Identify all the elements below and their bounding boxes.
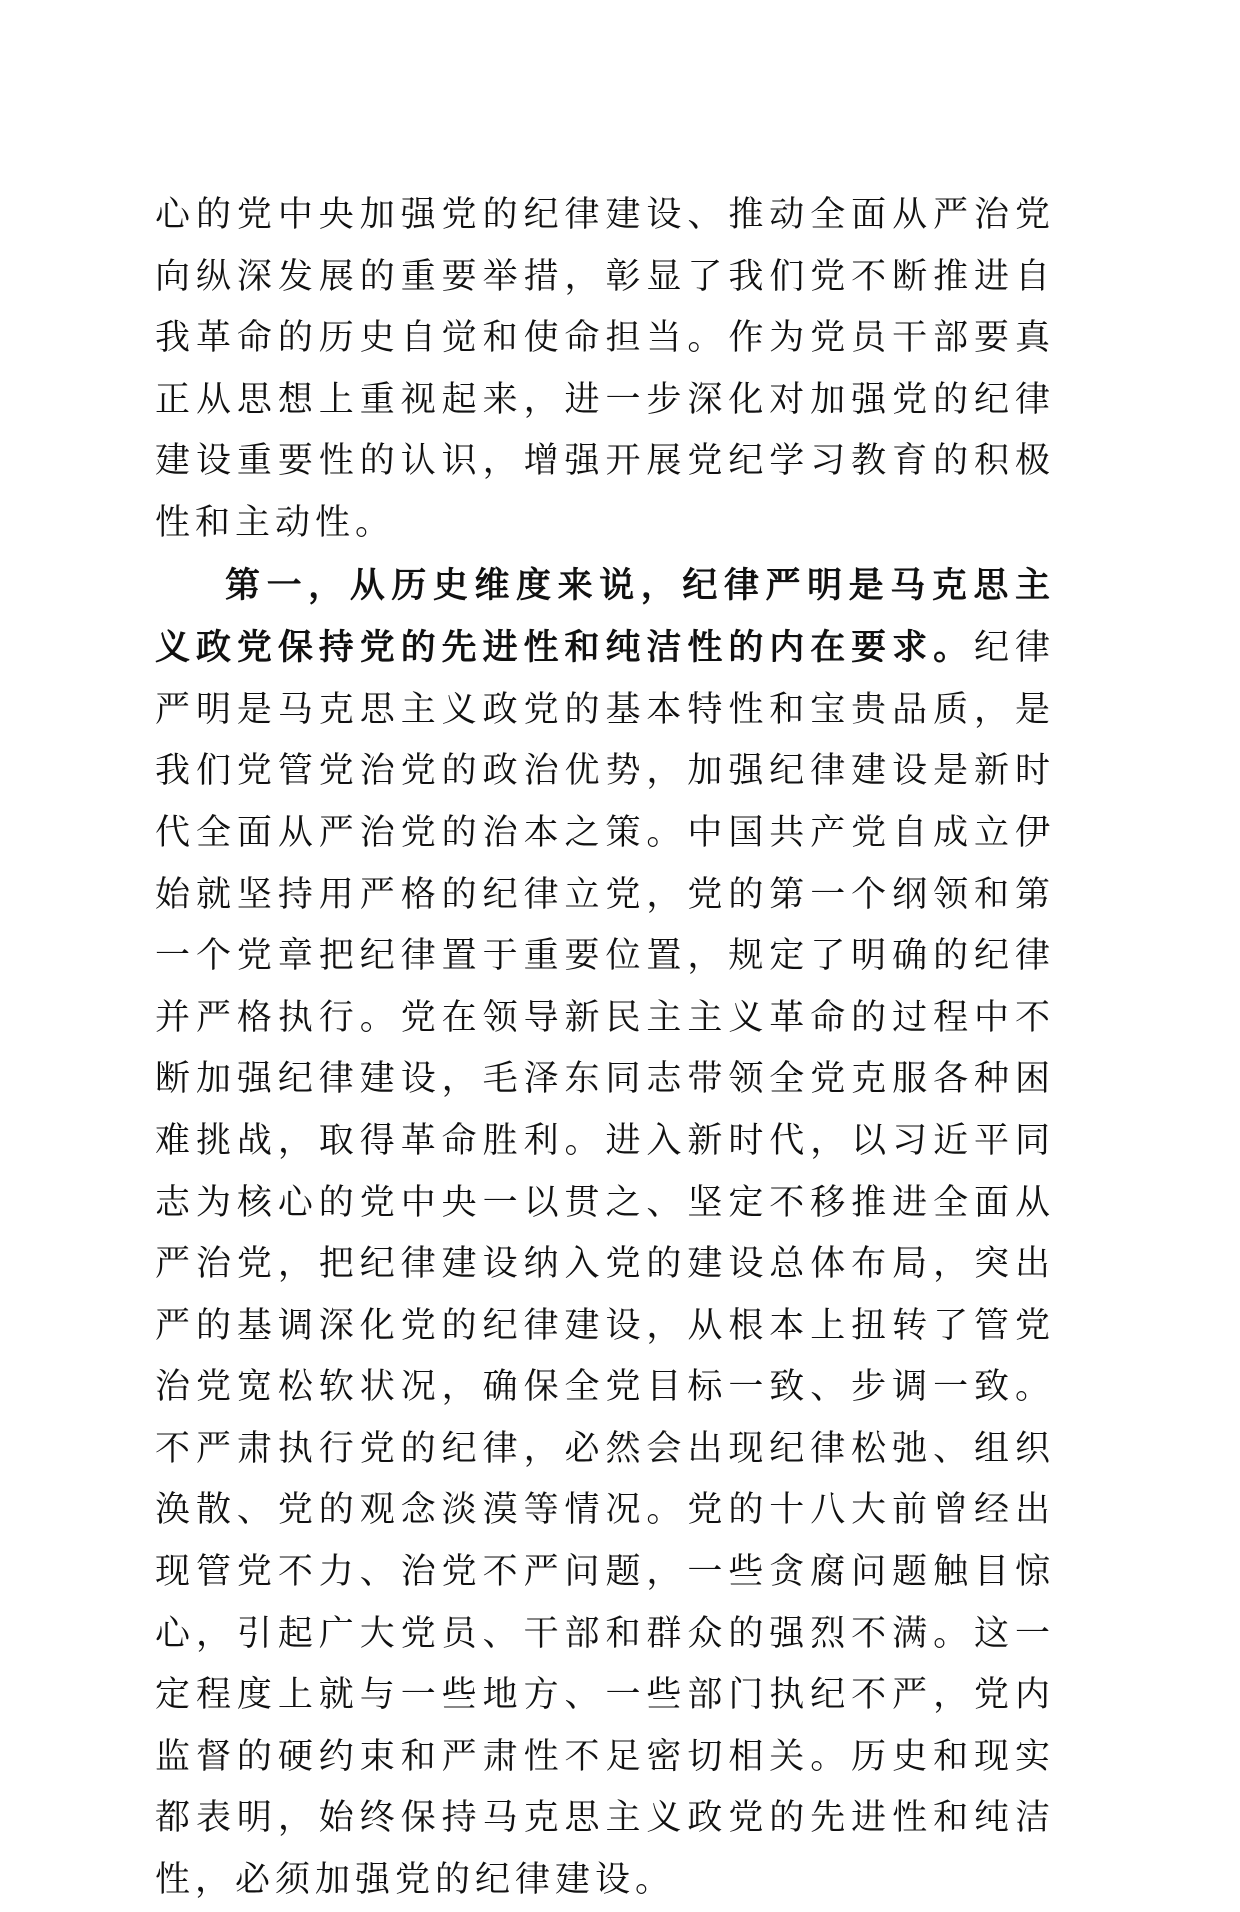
paragraph-bold-heading: 第一，从历史维度来说，纪律严明是马克思主义政党保持党的先进性和纯洁性的内在要求。 bbox=[155, 564, 1055, 669]
paragraph-history-dimension bbox=[155, 555, 1055, 1912]
document-body bbox=[155, 185, 1055, 1912]
paragraph-continued: 心的党中央加强党的纪律建设、推动全面从严治党向纵深发展的重要举措，彰显了我们党不断推进自我革命的历史自觉和使命担当。作为党员干部要真正从思想上重视起来，进一步深化对加强党的纪律建设重要性的认识，增强开展党纪学习教育的积极性和主动性。 bbox=[155, 195, 1055, 543]
paragraph-body-text: 纪律严明是马克思主义政党的基本特性和宝贵品质，是我们党管党治党的政治优势，加强纪律建设是新时代全面从严治党的治本之策。中国共产党自成立伊始就坚持用严格的纪律立党，党的第一个纲领和第一个党章把纪律置于重要位置，规定了明确的纪律并严格执行。党在领导新民主主义革命的过程中不断加强纪律建设，毛泽东同志带领全党克服各种困难挑战，取得革命胜利。进入新时代，以习近平同志为核心的党中央一以贯之、坚定不移推进全面从严治党，把纪律建设纳入党的建设总体布局，突出严的基调深化党的纪律建设，从根本上扭转了管党治党宽松软状况，确保全党目标一致、步调一致。不严肃执行党的纪律，必然会出现纪律松弛、组织涣散、党的观念淡漠等情况。党的十八大前曾经出现管党不力、治党不严问题，一些贪腐问题触目惊心，引起广大党员、干部和群众的强烈不满。这一定程度上就与一些地方、一些部门执纪不严，党内监督的硬约束和严肃性不足密切相关。历史和现实都表明，始终保持马克思主义政党的先进性和纯洁性，必须加强党的纪律建设。 bbox=[155, 628, 1055, 1901]
